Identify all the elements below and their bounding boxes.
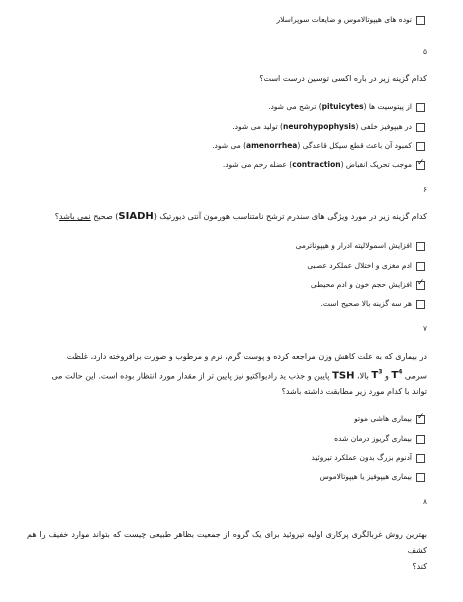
checkbox[interactable] — [416, 123, 425, 132]
q5-option-3[interactable] — [212, 141, 425, 151]
question-text: کدام گزینه زیر در مورد ویژگی های سندرم ترشح نامتناسب هورمون آنتی دیورتیک (SIADH) صحیح نمی باشد؟ — [54, 211, 427, 222]
checkbox[interactable] — [416, 454, 425, 463]
option-label: ادم مغزی و اختلال عملکرد عصبی — [307, 261, 412, 270]
option-label: هر سه گزینه بالا صحیح است. — [320, 299, 412, 308]
question-number: ۵ — [422, 47, 427, 56]
checkbox[interactable] — [416, 242, 425, 251]
checkbox[interactable] — [416, 262, 425, 271]
checkbox[interactable] — [416, 473, 425, 482]
question-text: در بیماری که به علت کاهش وزن مراجعه کرده و پوست گرم، نرم و مرطوب و صورت برافروخته دارد، غلظت سرمی $T^4$ و $T^3$ بالا، TSH پایین و جذب ید رادیواکتیو نیز پایین تر از مقدار مورد انتظار بوده است. این حالت می تواند با کدام مورد زیر مطابقت داشته باشد؟ — [51, 352, 427, 397]
question-number: ۶ — [422, 185, 427, 194]
option-label: بیماری هاشی موتو — [354, 414, 412, 423]
question-number: ۷ — [422, 324, 427, 333]
question-text: کدام گزینه زیر در باره اکسی توسین درست است؟ — [259, 74, 427, 83]
q6-option-3[interactable] — [311, 280, 425, 290]
option-label: افزایش اسمولالیته ادرار و هیپوناترمی — [295, 241, 412, 250]
option-label: در هیپوفیز خلفی (neurohypophysis) تولید می شود. — [232, 122, 412, 131]
option-label: موجب تحریک انقباض (contraction) عضله رحم می شود. — [222, 160, 412, 169]
option-label: آدنوم بزرگ بدون عملکرد تیروئید — [311, 453, 412, 462]
q6-option-1[interactable] — [296, 241, 425, 251]
q5-option-1[interactable] — [268, 102, 425, 112]
q7-option-3[interactable] — [311, 453, 425, 463]
q5-option-2[interactable] — [232, 122, 425, 132]
checkbox[interactable] — [416, 435, 425, 444]
q7-option-1[interactable] — [354, 414, 425, 424]
option-label: از پیتوسیت ها (pituicytes) ترشح می شود. — [268, 102, 412, 111]
q4-option-4[interactable] — [277, 15, 426, 25]
option-label: کمبود آن باعث قطع سیکل قاعدگی (amenorrhea) می شود. — [212, 141, 412, 150]
question-number: ۸ — [422, 497, 427, 506]
option-label: افزایش حجم خون و ادم محیطی — [310, 280, 412, 289]
checkbox-checked[interactable] — [416, 161, 425, 170]
q6-option-4[interactable] — [321, 299, 425, 309]
checkbox[interactable] — [416, 142, 425, 151]
option-label: بیماری گریوز درمان شده — [334, 434, 412, 443]
q6-option-2[interactable] — [307, 261, 425, 271]
checkbox-checked[interactable] — [416, 281, 425, 290]
q7-option-4[interactable] — [320, 472, 425, 482]
checkbox-checked[interactable] — [416, 415, 425, 424]
option-label: بیماری هیپوفیز یا هیپوتالاموس — [319, 472, 412, 481]
q5-option-4[interactable] — [223, 160, 425, 170]
checkbox[interactable] — [416, 103, 425, 112]
option-label: توده های هیپوتالاموس و ضایعات سوپراسلار — [276, 15, 412, 24]
checkbox[interactable] — [416, 300, 425, 309]
question-text: بهترین روش غربالگری پرکاری اولیه تیروئید برای یک گروه از جمعیت بظاهر طبیعی چیست که بتواند موارد خفیف را هم کشف کند؟ — [27, 530, 427, 571]
q7-option-2[interactable] — [334, 434, 425, 444]
checkbox[interactable] — [416, 16, 425, 25]
